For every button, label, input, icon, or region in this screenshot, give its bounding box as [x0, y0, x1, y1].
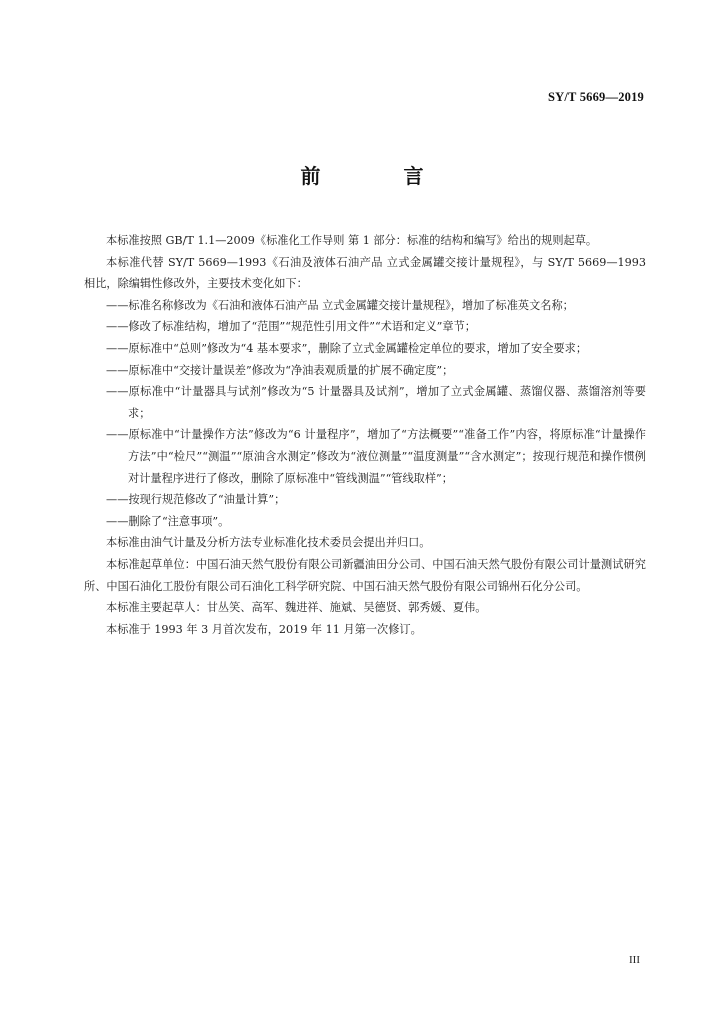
change-item: ——原标准中“总则”修改为“4 基本要求”，删除了立式金属罐检定单位的要求，增加了安全要求；: [106, 341, 588, 355]
change-item: ——原标准中“计量操作方法”修改为“6 计量程序”，增加了“方法概要”“准备工作”内容，将原标准“计量操作方法”中“检尺”“测温”“原油含水测定”修改为“液位测量”“温度测量”“含水测定”；按现行规范和操作惯例对计量程序进行了修改，删除了原标准中“管线测温”“管线取样”；: [106, 428, 646, 485]
change-item: ——原标准中“交接计量误差”修改为“净油表观质量的扩展不确定度”；: [106, 363, 454, 377]
paragraph-drafting-units: 本标准起草单位：中国石油天然气股份有限公司新疆油田分公司、中国石油天然气股份有限公司计量测试研究所、中国石油化工股份有限公司石油化工科学研究院、中国石油天然气股份有限公司锦州石化分公司。: [84, 557, 646, 593]
page-number: III: [629, 954, 640, 966]
paragraph-drafters: 本标准主要起草人：甘丛笑、高军、魏进祥、施斌、吴德贤、郭秀媛、夏伟。: [106, 601, 487, 615]
page-title: 前 言: [300, 164, 462, 188]
paragraph-replacement: 本标准代替 SY/T 5669—1993《石油及液体石油产品 立式金属罐交接计量规程》，与 SY/T 5669—1993 相比，除编辑性修改外，主要技术变化如下：: [84, 255, 646, 291]
paragraph-drafting-rules: 本标准按照 GB/T 1.1—2009《标准化工作导则 第 1 部分：标准的结构和编写》给出的规则起草。: [106, 234, 598, 247]
paragraph-history: 本标准于 1993 年 3 月首次发布，2019 年 11 月第一次修订。: [106, 622, 422, 636]
change-item: ——修改了标准结构，增加了“范围”“规范性引用文件”“术语和定义”章节；: [106, 320, 476, 334]
change-item: ——原标准中“计量器具与试剂”修改为“5 计量器具及试剂”，增加了立式金属罐、蒸馏仪器、蒸馏溶剂等要求；: [106, 385, 646, 420]
change-item: ——标准名称修改为《石油和液体石油产品 立式金属罐交接计量规程》，增加了标准英文名称；: [106, 298, 574, 312]
paragraph-proposer: 本标准由油气计量及分析方法专业标准化技术委员会提出并归口。: [106, 536, 431, 550]
change-item: ——删除了“注意事项”。: [106, 514, 230, 528]
document-body: [84, 230, 646, 640]
change-item: ——按现行规范修改了“油量计算”；: [106, 493, 286, 507]
standard-number: SY/T 5669—2019: [548, 90, 644, 104]
